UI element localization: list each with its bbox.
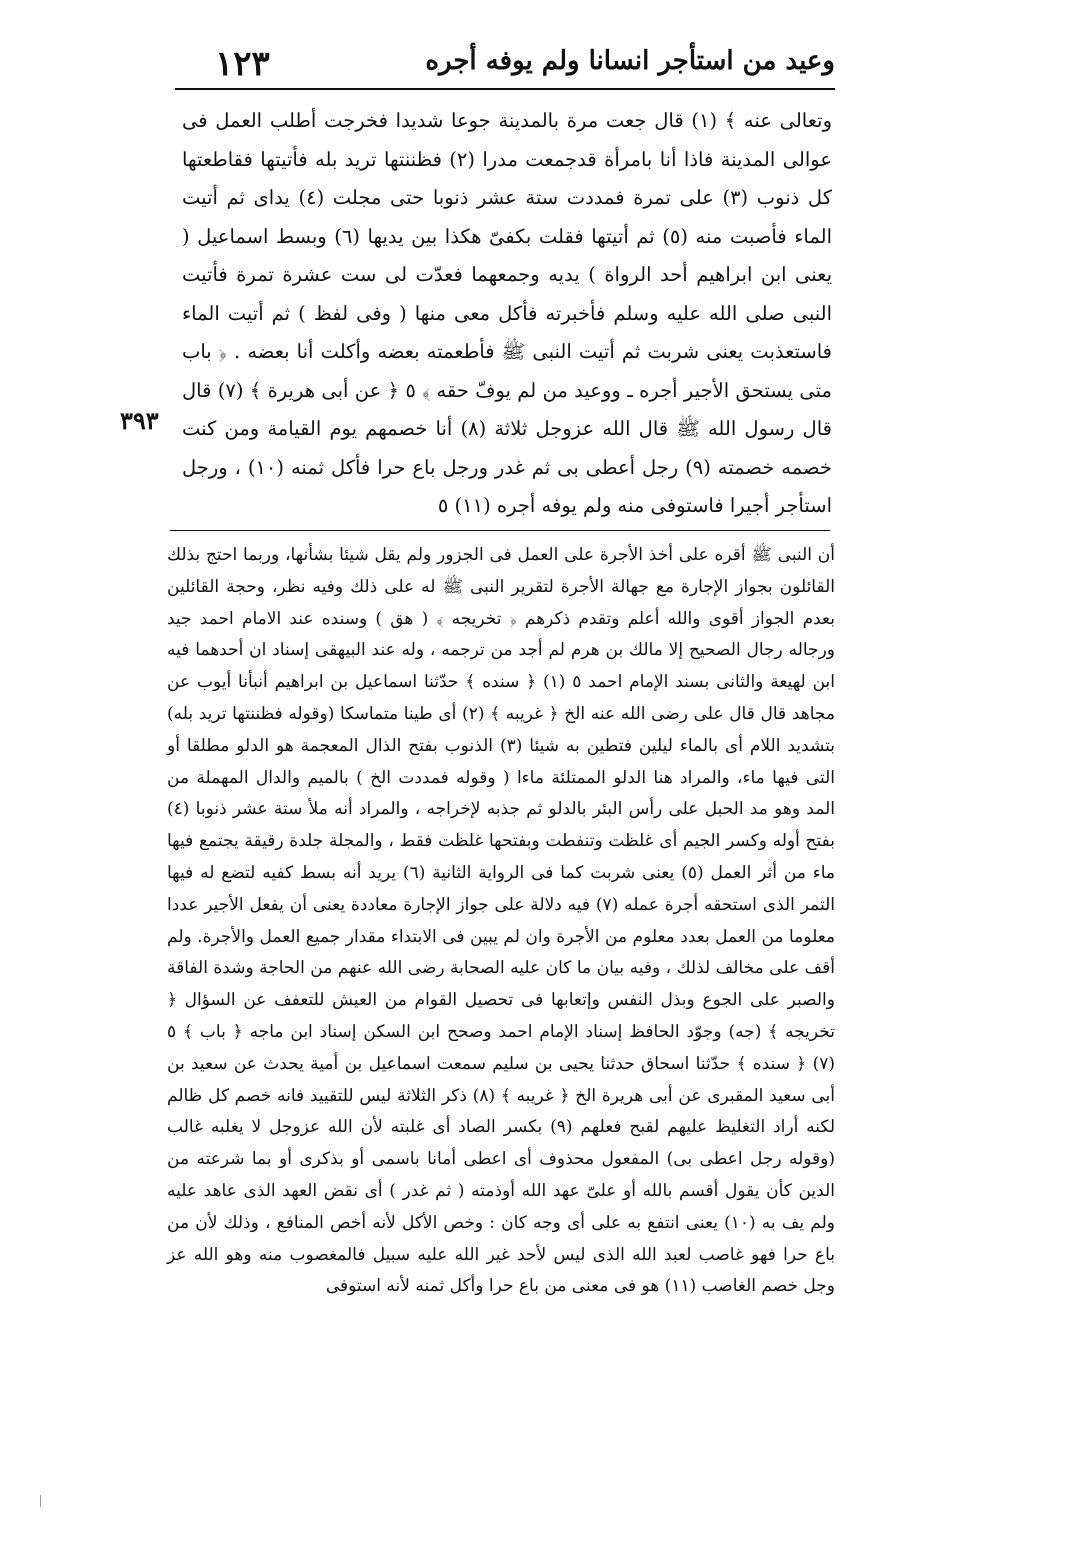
page-number: ١٢٣	[215, 44, 270, 84]
margin-hadith-number: ٣٩٣	[120, 406, 159, 435]
commentary-text	[167, 540, 835, 1303]
page-header	[175, 38, 835, 88]
commentary-paragraph: أن النبى ﷺ أقره على أخذ الأجرة على العمل فى الجزور ولم يقل شيئا بشأنها، وربما احتج بذلك القائلون بجواز الإجارة مع جهالة الأجرة لتقرير النبى ﷺ له على ذلك وفيه نظر، وحجة القائلين بعدم الجواز أقوى والله أعلم وتقدم ذكرهم ﴿ تخريجه ﴾ ( هق ) وسنده عند الامام احمد جيد ورجاله رجال الصحيح إلا مالك بن هرم لم أجد من ترجمه ، وله عند البيهقى إسناد ان أحدهما فيه ابن لهيعة والثانى بسند الإمام احمد ٥ (١) ﴿ سنده ﴾ حدّثنا اسماعيل بن ابراهيم أنبأنا أيوب عن مجاهد قال قال على رضى الله عنه الخ ﴿ غريبه ﴾ (٢) أى طينا متماسكا (وقوله فظننتها تريد بله) بتشديد اللام أى بالماء ليلين فتطين به شيئا (٣) الذنوب بفتح الذال المعجمة هو الدلو مطلقا أو التى فيها ماء، والمراد هنا الدلو الممتلئة ماءا ( وقوله فمددت الخ ) بالميم والدال المهملة من المد وهو مد الحبل على رأس البئر بالدلو ثم جذبه لإخراجه ، والمراد أنه ملأ ستة عشر ذنوبا (٤) بفتح أوله وكسر الجيم أى غلظت وتنفطت وبفتحها غلظت فقط ، والمجلة جلدة رقيقة يجتمع فيها ماء من أثر العمل (٥) يعنى شربت كما فى الرواية الثانية (٦) يريد أنه بسط كفيه لتضع له فيها التمر الذى استحقه أجرة عمله (٧) فيه دلالة على جواز الإجارة معاددة يعنى أن يفعل الأجير عددا معلوما من العمل بعدد معلوم من الأجرة وان لم يبين فى الابتداء مقدار جميع العمل والأجرة. ولم أقف على مخالف لذلك ، وفيه بيان ما كان عليه الصحابة رضى الله عنهم من الحاجة وشدة الفاقة والصبر على الجوع وبذل النفس وإتعابها فى تحصيل القوام من العيش للتعفف عن السؤال ﴿ تخريجه ﴾ (جه) وجوّد الحافظ إسناد الإمام احمد وصحح ابن السكن إسناد ابن ماجه ﴿ باب ﴾ ٥ (٧) ﴿ سنده ﴾ حدّثنا اسحاق حدثنا يحيى بن سليم سمعت اسماعيل بن أمية يحدث عن سعيد بن أبى سعيد المقبرى عن أبى هريرة الخ ﴿ غريبه ﴾ (٨) ذكر الثلاثة ليس للتقييد فانه خصم كل ظالم لكنه أراد التغليظ عليهم لقبح فعلهم (٩) بكسر الصاد أى غلبته لأن الله عزوجل لا يغلبه غالب (وقوله رجل اعطى بى) المفعول محذوف أى اعطى أمانا باسمى أو بذكرى أو بما شرعته من الدين كأن يقول أقسم بالله أو علىّ عهد الله أوذمته ( ثم غدر ) أى نقض العهد الذى عاهد عليه ولم يف به (١٠) يعنى انتفع به على أى وجه كان : وخص الأكل لأنه أخص المنافع ، وذلك لأن من باع حرا فهو غاصب لعبد الله الذى ليس لأحد غير الله عليه سبيل فالمغصوب منه وهو الله عز وجل خصم الغاصب (١١) هو فى معنى من باع حرا وأكل ثمنه لأنه استوفى	[167, 545, 835, 1297]
hadith-paragraph: وتعالى عنه ﴾ (١) قال جعت مرة بالمدينة جوعا شديدا فخرجت أطلب العمل فى عوالى المدينة فاذا أنا بامرأة قدجمعت مدرا (٢) فظننتها تريد بله فأتيتها فقاطعتها كل ذنوب (٣) على تمرة فمددت ستة عشر ذنوبا حتى مجلت (٤) يداى ثم أتيت الماء فأصبت منه (٥) ثم أتيتها فقلت بكفىّ هكذا بين يديها (٦) وبسط اسماعيل ( يعنى ابن ابراهيم أحد الرواة ) يديه وجمعهما فعدّت لى ست عشرة تمرة فأتيت النبى صلى الله عليه وسلم فأخبرته فأكل معى منها ( وفى لفظ ) ثم أتيت الماء فاستعذبت يعنى شربت ثم أتيت النبى ﷺ فأطعمته بعضه وأكلت أنا بعضه . ﴿ باب متى يستحق الأجير أجره ـ ووعيد من لم يوفّ حقه ﴾ ٥ ﴿ عن أبى هريرة ﴾ (٧) قال قال رسول الله ﷺ قال الله عزوجل ثلاثة (٨) أنا خصمهم يوم القيامة ومن كنت خصمه خصمته (٩) رجل أعطى بى ثم غدر ورجل باع حرا فأكل ثمنه (١٠) ، ورجل استأجر أجيرا فاستوفى منه ولم يوفه أجره (١١) ٥	[182, 109, 832, 517]
main-hadith-text	[182, 102, 832, 526]
scan-edge-mark	[40, 1495, 49, 1507]
header-rule	[175, 88, 835, 90]
running-title: وعيد من استأجر انسانا ولم يوفه أجره	[425, 46, 835, 76]
footnote-separator	[170, 530, 830, 531]
